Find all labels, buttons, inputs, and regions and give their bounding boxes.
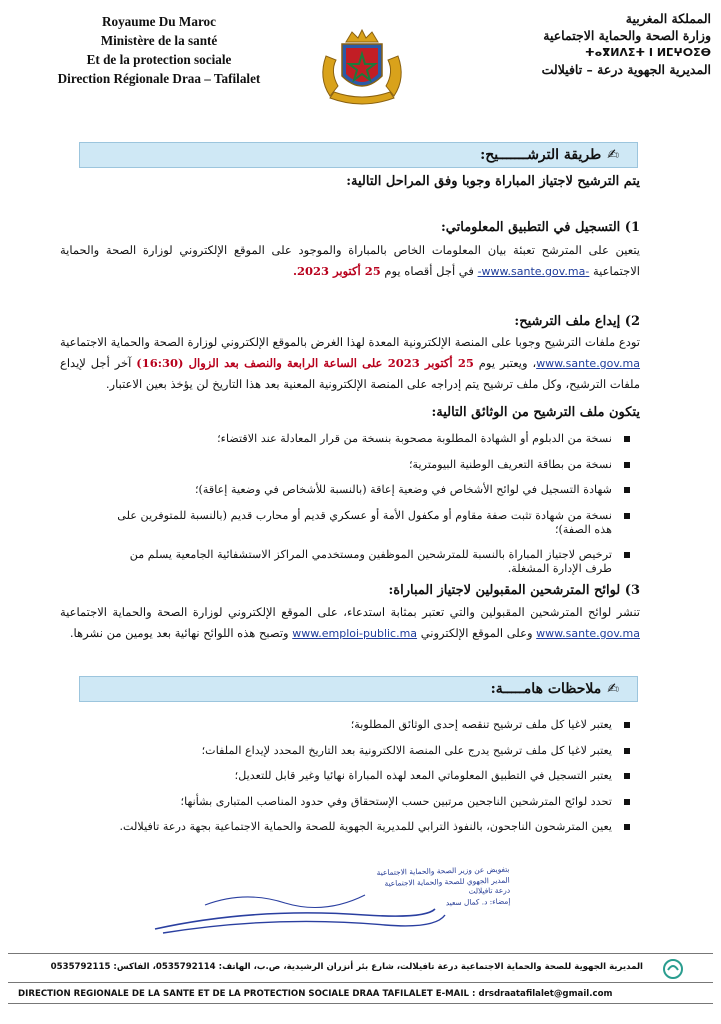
header-arabic-block — [411, 10, 711, 78]
docs-list — [100, 432, 630, 576]
step2-text1: تودع ملفات الترشيح وجوبا على المنصة الإلكترونية المعدة لهذا الغرض بالموقع الإلكتروني لوزارة الصحة والحماية الاجتماعية — [60, 335, 640, 349]
docs-list-wrap — [100, 432, 630, 588]
step2-deadline: 25 أكتوبر 2023 على الساعة الرابعة والنصف بعد الزوال (16:30) — [136, 356, 474, 370]
banner-title: ملاحظات هامـــــة: — [490, 681, 602, 697]
header-fr-line: Et de la protection sociale — [86, 52, 232, 67]
signature-line: درعة تافيلالت — [468, 885, 511, 896]
step2-heading: 2) إيداع ملف الترشيح: — [514, 314, 640, 329]
step3-text3: وتصبح هذه اللوائح نهائية بعد يومين من نشرها. — [69, 626, 293, 640]
moroccan-coat-of-arms-icon — [316, 26, 408, 108]
step1-text: يتعين على المترشح تعبئة بيان المعلومات الخاص بالمباراة والموجود على الموقع الإلكتروني لوزارة الصحة والحماية الاجتماعية — [60, 243, 640, 278]
step2-text3: آخر أجل لإيداع ملفات الترشيح، وكل ملف ترشيح يتم إدراجه على المنصة الإلكترونية المعنية بعد هذا التاريخ لن يؤخذ بعين الاعتبار. — [60, 356, 640, 391]
sante-link[interactable]: -www.sante.gov.ma- — [477, 265, 590, 278]
footer-rule-mid — [8, 982, 713, 983]
step3-paragraph — [60, 602, 640, 644]
list-item: شهادة التسجيل في لوائح الأشخاص في وضعية إعاقة (بالنسبة للأشخاص في وضعية إعاقة)؛ — [100, 483, 630, 497]
header-fr-line: Royaume Du Maroc — [101, 14, 217, 29]
header-fr-line: Direction Régionale Draa – Tafilalet — [57, 71, 261, 86]
docs-heading: يتكون ملف الترشيح من الوثائق التالية: — [431, 405, 640, 420]
signature-line: إمضاء: د. كمال سعيد — [445, 896, 511, 908]
pencil-arrow-icon: ✍ — [607, 681, 619, 697]
header-ar-direction: المديرية الجهوية درعة – تافيلالت — [541, 62, 711, 77]
banner-title: طريقة الترشـــــــيح: — [480, 147, 602, 163]
step1-after-link: في أجل أقصاه يوم — [380, 264, 478, 278]
handwritten-signature-icon — [135, 885, 455, 945]
header-fr-line: Ministère de la santé — [100, 33, 218, 48]
list-item: نسخة من بطاقة التعريف الوطنية البيومترية؛ — [100, 458, 630, 472]
list-item: نسخة من شهادة تثبت صفة مقاوم أو مكفول الأمة أو عسكري قديم أو محارب قديم (بالنسبة للمتوفرين على هذه الصفة)؛ — [100, 509, 630, 537]
list-item: ترخيص لاجتياز المباراة بالنسبة للمترشحين الموظفين ومستخدمي المراكز الاستشفائية الجامعية يسلم من طرف الإدارة المشغلة. — [100, 548, 630, 576]
list-item: يعتبر التسجيل في التطبيق المعلوماتي المعد لهذه المباراة نهائيا وغير قابل للتعديل؛ — [90, 769, 630, 783]
step3-heading: 3) لوائح المترشحين المقبولين لاجتياز المباراة: — [388, 583, 640, 598]
footer-rule-top — [8, 953, 713, 954]
step3-text1: تنشر لوائح المترشحين المقبولين والتي تعتبر بمثابة استدعاء، على الموقع الإلكتروني لوزارة الصحة والحماية الاجتماعية — [60, 605, 640, 619]
signature-line: المدير الجهوي للصحة والحماية الاجتماعية — [384, 875, 510, 888]
footer-french-address — [18, 989, 708, 999]
footer-fr-text: DIRECTION REGIONALE DE LA SANTE ET DE LA PROTECTION SOCIALE DRAA TAFILALET E-MAIL : — [18, 989, 479, 999]
header-french-block — [14, 12, 304, 88]
step1-deadline: 25 أكتوبر 2023. — [293, 264, 381, 278]
emploi-public-link[interactable]: www.emploi-public.ma — [292, 627, 418, 640]
header-ar-kingdom: المملكة المغربية — [625, 11, 711, 26]
sante-link[interactable]: www.sante.gov.ma — [536, 357, 641, 370]
sante-link[interactable]: www.sante.gov.ma — [536, 627, 640, 640]
list-item: يعتبر لاغيا كل ملف ترشيح يدرج على المنصة الالكترونية بعد التاريخ المحدد لإيداع الملفات؛ — [90, 744, 630, 758]
list-item: يعين المترشحون الناجحون، بالنفوذ الترابي للمديرية الجهوية للصحة والحماية الاجتماعية بجهة درعة تافيلالت. — [90, 820, 630, 834]
footer-rule-bottom — [8, 1003, 713, 1004]
health-ministry-logo-icon — [660, 958, 686, 980]
section-banner-notes — [79, 676, 638, 702]
notes-list — [90, 718, 630, 834]
pencil-arrow-icon: ✍ — [607, 147, 619, 163]
header-tifinagh: ⵜⴰⴳⵍⴷⵉⵜ ⵏ ⵍⵎⵖⵔⵉⴱ — [584, 46, 711, 59]
step2-text2: ، ويعتبر يوم — [473, 356, 537, 370]
step1-heading: 1) التسجيل في التطبيق المعلوماتي: — [440, 220, 640, 235]
section-banner-method — [79, 142, 638, 168]
step1-paragraph — [60, 240, 640, 282]
step2-paragraph — [60, 332, 640, 395]
list-item: تحدد لوائح المترشحين الناجحين مرتبين حسب الإستحقاق وفي حدود المناصب المتبارى بشأنها؛ — [90, 795, 630, 809]
step3-text2: وعلى الموقع الإلكتروني — [417, 626, 537, 640]
notes-list-wrap — [90, 718, 630, 846]
header-ar-ministry: وزارة الصحة والحماية الاجتماعية — [543, 28, 711, 43]
footer-email[interactable]: drsdraatafilalet@gmail.com — [478, 989, 613, 999]
list-item: نسخة من الدبلوم أو الشهادة المطلوبة مصحوبة بنسخة من قرار المعادلة عند الاقتضاء؛ — [100, 432, 630, 446]
signature-line: بتفويض عن وزير الصحة والحماية الاجتماعية — [376, 864, 510, 878]
method-intro: يتم الترشيح لاجتياز المباراة وجوبا وفق المراحل التالية: — [346, 174, 640, 189]
footer-arabic-address: المديرية الجهوية للصحة والحماية الاجتماعية درعة تافيلالت، شارع بئر أنزران الرشيدية، ص.ب، الهاتف: 0535792114، الفاكس: 0535792115 — [50, 962, 643, 972]
list-item: يعتبر لاغيا كل ملف ترشيح تنقصه إحدى الوثائق المطلوبة؛ — [90, 718, 630, 732]
